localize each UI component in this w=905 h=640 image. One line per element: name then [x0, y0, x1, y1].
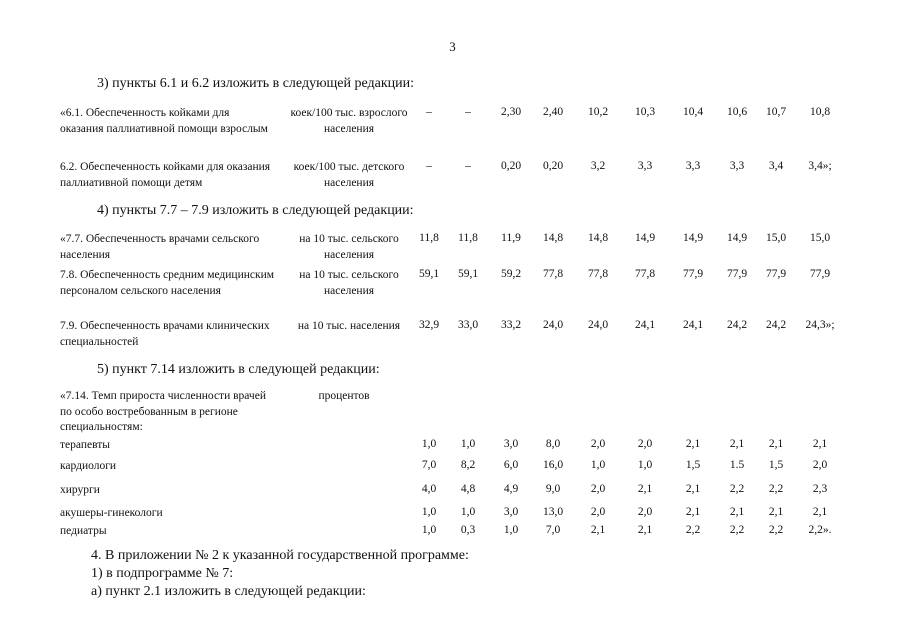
indicator-name: «7.7. Обеспеченность врачами сельского населения	[60, 233, 260, 261]
indicator-unit: на 10 тыс. населения	[297, 320, 401, 332]
indicator-unit: процентов	[318, 390, 370, 402]
value-cell: 2,2».	[808, 524, 832, 536]
value-cell: 1,0	[460, 506, 476, 518]
value-cell: 15,0	[765, 232, 787, 244]
value-cell: 3,2	[590, 160, 606, 172]
value-cell: –	[426, 160, 432, 172]
value-cell: 33,2	[500, 319, 522, 331]
specialty-name: хирурги	[60, 484, 100, 496]
value-cell: 10,2	[587, 106, 609, 118]
value-cell: 10,6	[726, 106, 748, 118]
value-cell: 2,0	[590, 483, 606, 495]
value-cell: 10,7	[765, 106, 787, 118]
value-cell: –	[426, 106, 432, 118]
indicator-name: 7.9. Обеспеченность врачами клинических специальностей	[60, 320, 270, 348]
specialty-name: кардиологи	[60, 460, 117, 472]
value-cell: 7,0	[421, 459, 437, 471]
value-cell: 2,2	[768, 483, 784, 495]
value-cell: 77,9	[726, 268, 748, 280]
value-cell: 2,1	[637, 483, 653, 495]
value-cell: 24,3»;	[805, 319, 835, 331]
value-cell: 2,1	[590, 524, 606, 536]
value-cell: 1,0	[421, 438, 437, 450]
value-cell: 2,2	[685, 524, 701, 536]
page-number: 3	[449, 39, 456, 54]
value-cell: 0,3	[460, 524, 476, 536]
value-cell: 3,0	[503, 506, 519, 518]
value-cell: 77,8	[587, 268, 609, 280]
value-cell: 3,3	[637, 160, 653, 172]
value-cell: 1,0	[590, 459, 606, 471]
value-cell: 2,1	[685, 506, 701, 518]
value-cell: 2,1	[768, 438, 784, 450]
heading-items-7: 4) пункты 7.7 – 7.9 изложить в следующей редакции:	[97, 203, 414, 218]
value-cell: –	[465, 160, 471, 172]
value-cell: 1,5	[685, 459, 701, 471]
value-cell: 10,4	[682, 106, 704, 118]
value-cell: 24,0	[587, 319, 609, 331]
value-cell: 0,20	[500, 160, 522, 172]
value-cell: 1,5	[768, 459, 784, 471]
value-cell: 7,0	[545, 524, 561, 536]
value-cell: 4,9	[503, 483, 519, 495]
value-cell: 24,2	[726, 319, 748, 331]
value-cell: –	[465, 106, 471, 118]
value-cell: 6,0	[503, 459, 519, 471]
value-cell: 24,0	[542, 319, 564, 331]
paragraph-appendix-2: 4. В приложении № 2 к указанной государственной программе:	[91, 548, 469, 563]
value-cell: 2,1	[812, 506, 828, 518]
value-cell: 11,8	[419, 232, 439, 244]
value-cell: 2,1	[685, 438, 701, 450]
indicator-unit: коек/100 тыс. детского населения	[293, 161, 405, 189]
value-cell: 24,1	[682, 319, 704, 331]
value-cell: 24,2	[765, 319, 787, 331]
value-cell: 32,9	[418, 319, 440, 331]
value-cell: 3,3	[729, 160, 745, 172]
value-cell: 2,2	[729, 483, 745, 495]
value-cell: 2,1	[768, 506, 784, 518]
value-cell: 10,8	[809, 106, 831, 118]
value-cell: 3,3	[685, 160, 701, 172]
specialty-name: терапевты	[60, 439, 110, 451]
value-cell: 2,1	[685, 483, 701, 495]
specialty-name: акушеры-гинекологи	[60, 507, 163, 519]
value-cell: 59,1	[457, 268, 479, 280]
value-cell: 2,40	[542, 106, 564, 118]
value-cell: 14,8	[587, 232, 609, 244]
value-cell: 8,2	[460, 459, 476, 471]
value-cell: 1,0	[637, 459, 653, 471]
value-cell: 2,0	[590, 438, 606, 450]
value-cell: 1.5	[729, 459, 745, 471]
indicator-unit: на 10 тыс. сельского населения	[299, 269, 399, 297]
value-cell: 2,0	[812, 459, 828, 471]
value-cell: 8,0	[545, 438, 561, 450]
value-cell: 2,2	[768, 524, 784, 536]
indicator-unit: коек/100 тыс. взрослого населения	[290, 107, 408, 135]
value-cell: 1,0	[421, 524, 437, 536]
value-cell: 14,9	[682, 232, 704, 244]
indicator-name: 7.8. Обеспеченность средним медицинским персоналом сельского населения	[60, 269, 275, 297]
value-cell: 11,9	[501, 232, 521, 244]
value-cell: 10,3	[634, 106, 656, 118]
heading-items-6: 3) пункты 6.1 и 6.2 изложить в следующей редакции:	[97, 76, 415, 91]
value-cell: 2,0	[637, 438, 653, 450]
value-cell: 59,2	[500, 268, 522, 280]
value-cell: 0,20	[542, 160, 564, 172]
value-cell: 2,0	[637, 506, 653, 518]
value-cell: 14,8	[542, 232, 564, 244]
heading-item-7-14: 5) пункт 7.14 изложить в следующей редакции:	[97, 362, 380, 377]
paragraph-subprogram-7: 1) в подпрограмме № 7:	[91, 566, 234, 581]
indicator-name: «7.14. Темп прироста численности врачей по особо востребованным в регионе специальностям:	[60, 390, 266, 433]
value-cell: 14,9	[634, 232, 656, 244]
value-cell: 3,4	[768, 160, 784, 172]
value-cell: 77,9	[809, 268, 831, 280]
value-cell: 1,0	[503, 524, 519, 536]
value-cell: 2,3	[812, 483, 828, 495]
value-cell: 59,1	[418, 268, 440, 280]
value-cell: 24,1	[634, 319, 656, 331]
indicator-name: «6.1. Обеспеченность койками для оказания паллиативной помощи взрослым	[60, 107, 268, 135]
value-cell: 2,2	[729, 524, 745, 536]
specialty-name: педиатры	[60, 525, 107, 537]
value-cell: 77,8	[634, 268, 656, 280]
value-cell: 3,4»;	[808, 160, 832, 172]
value-cell: 14,9	[726, 232, 748, 244]
value-cell: 3,0	[503, 438, 519, 450]
value-cell: 2,30	[500, 106, 522, 118]
value-cell: 77,8	[542, 268, 564, 280]
value-cell: 77,9	[765, 268, 787, 280]
value-cell: 9,0	[545, 483, 561, 495]
value-cell: 13,0	[542, 506, 564, 518]
value-cell: 4,0	[421, 483, 437, 495]
value-cell: 15,0	[809, 232, 831, 244]
value-cell: 11,8	[458, 232, 478, 244]
value-cell: 1,0	[460, 438, 476, 450]
indicator-name: 6.2. Обеспеченность койками для оказания паллиативной помощи детям	[60, 161, 271, 189]
value-cell: 77,9	[682, 268, 704, 280]
value-cell: 16,0	[542, 459, 564, 471]
value-cell: 4,8	[460, 483, 476, 495]
value-cell: 2,1	[812, 438, 828, 450]
value-cell: 1,0	[421, 506, 437, 518]
value-cell: 33,0	[457, 319, 479, 331]
value-cell: 2,1	[729, 438, 745, 450]
value-cell: 2,0	[590, 506, 606, 518]
value-cell: 2,1	[729, 506, 745, 518]
paragraph-item-2-1: а) пункт 2.1 изложить в следующей редакции:	[91, 584, 366, 599]
value-cell: 2,1	[637, 524, 653, 536]
indicator-unit: на 10 тыс. сельского населения	[299, 233, 399, 261]
